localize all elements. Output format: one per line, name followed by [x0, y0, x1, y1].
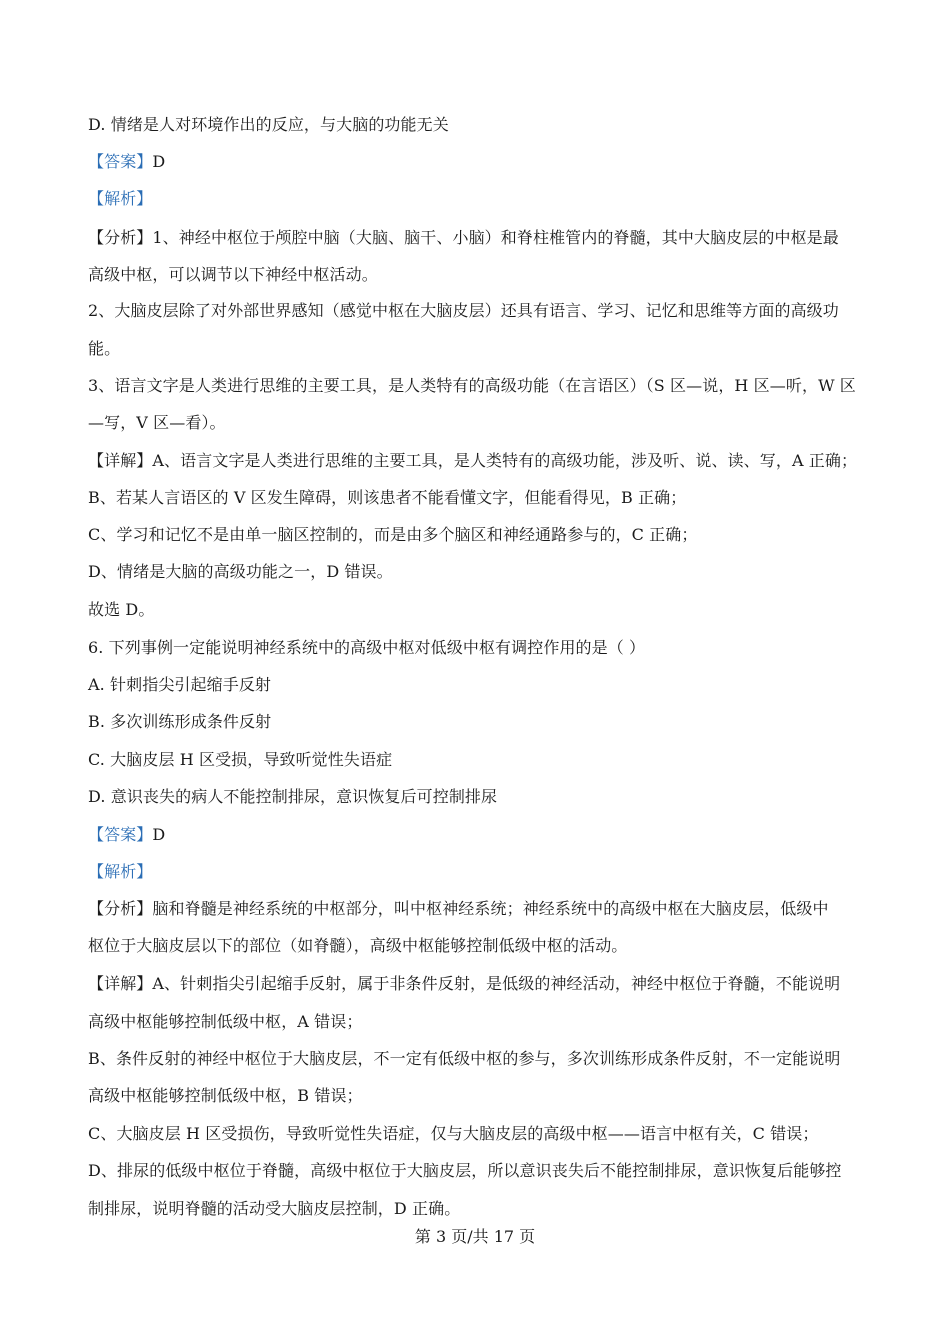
analysis-text: 枢位于大脑皮层以下的部位（如脊髓），高级中枢能够控制低级中枢的活动。 [88, 936, 628, 955]
detail-text: D、情绪是大脑的高级功能之一，D 错误。 [88, 562, 393, 581]
detail-text: 高级中枢能够控制低级中枢，B 错误； [88, 1086, 363, 1105]
option-b: B. 多次训练形成条件反射 [88, 712, 272, 731]
option-a: A. 针刺指尖引起缩手反射 [88, 675, 272, 694]
analysis-label: 【解析】 [88, 189, 153, 208]
analysis-label: 【解析】 [88, 862, 153, 881]
answer-label: 【答案】D [88, 152, 166, 171]
analysis-text: 能。 [88, 339, 121, 358]
detail-text: B、若某人言语区的 V 区发生障碍，则该患者不能看懂文字，但能看得见，B 正确； [88, 488, 687, 507]
page-footer: 第 3 页/共 17 页 [414, 1227, 536, 1246]
analysis-text: 2、大脑皮层除了对外部世界感知（感觉中枢在大脑皮层）还具有语言、学习、记忆和思维等方面的高级功 [88, 301, 839, 320]
option-d-prev: D. 情绪是人对环境作出的反应，与大脑的功能无关 [88, 115, 449, 134]
analysis-text: 【分析】脑和脊髓是神经系统的中枢部分，叫中枢神经系统；神经系统中的高级中枢在大脑皮层，低级中 [88, 899, 829, 918]
detail-text: 【详解】A、针刺指尖引起缩手反射，属于非条件反射，是低级的神经活动，神经中枢位于脊髓，不能说明 [88, 974, 841, 993]
conclusion-text: 故选 D。 [88, 600, 155, 619]
detail-text: 【详解】A、语言文字是人类进行思维的主要工具，是人类特有的高级功能，涉及听、说、读、写，A 正确； [88, 451, 858, 470]
detail-text: 高级中枢能够控制低级中枢，A 错误； [88, 1012, 363, 1031]
analysis-text: 3、语言文字是人类进行思维的主要工具，是人类特有的高级功能（在言语区）（S 区—说，H 区—听，W 区 [88, 376, 856, 395]
detail-text: 制排尿，说明脊髓的活动受大脑皮层控制，D 正确。 [88, 1199, 461, 1218]
analysis-text: 【分析】1、神经中枢位于颅腔中脑（大脑、脑干、小脑）和脊柱椎管内的脊髓，其中大脑皮层的中枢是最 [88, 228, 839, 247]
option-c: C. 大脑皮层 H 区受损，导致听觉性失语症 [88, 750, 393, 769]
detail-text: D、排尿的低级中枢位于脊髓，高级中枢位于大脑皮层，所以意识丧失后不能控制排尿，意识恢复后能够控 [88, 1161, 842, 1180]
detail-text: B、条件反射的神经中枢位于大脑皮层，不一定有低级中枢的参与，多次训练形成条件反射，不一定能说明 [88, 1049, 841, 1068]
detail-text: C、学习和记忆不是由单一脑区控制的，而是由多个脑区和神经通路参与的，C 正确； [88, 525, 698, 544]
question-6: 6. 下列事例一定能说明神经系统中的高级中枢对低级中枢有调控作用的是（ ） [88, 638, 646, 657]
detail-text: C、大脑皮层 H 区受损伤，导致听觉性失语症，仅与大脑皮层的高级中枢——语言中枢有关，C 错误； [88, 1124, 819, 1143]
answer-label: 【答案】D [88, 825, 166, 844]
analysis-text: 高级中枢，可以调节以下神经中枢活动。 [88, 265, 378, 284]
option-d: D. 意识丧失的病人不能控制排尿，意识恢复后可控制排尿 [88, 787, 498, 806]
analysis-text: —写，V 区—看）。 [88, 413, 226, 432]
